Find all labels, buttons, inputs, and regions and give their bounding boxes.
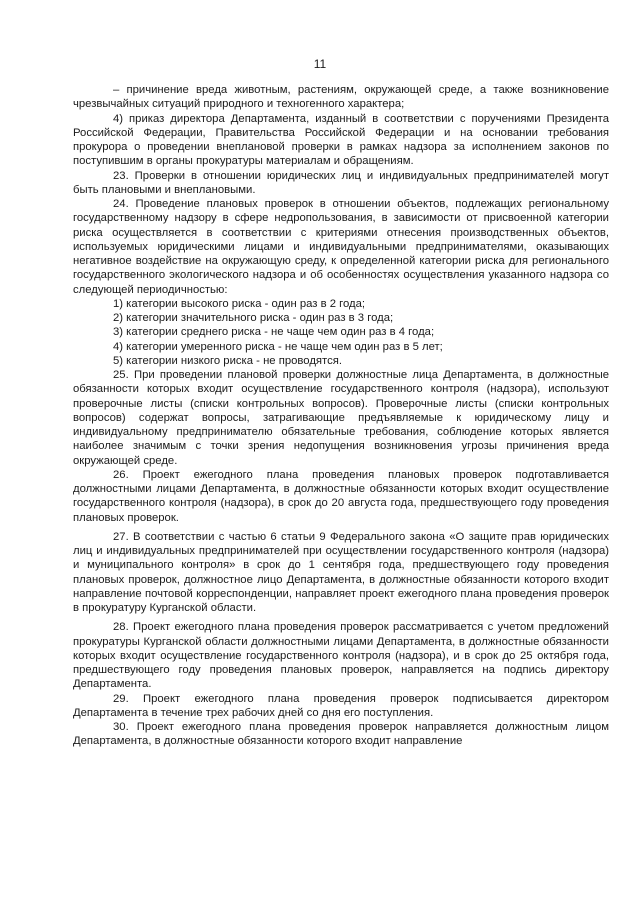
risk-category-low: 5) категории низкого риска - не проводятся.	[113, 354, 342, 367]
paragraph-harm-list-item: – причинение вреда животным, растениям, окружающей среде, а также возникновение чрезвычайных ситуаций природного и техногенного характера;	[73, 84, 609, 111]
risk-category-high: 1) категории высокого риска - один раз в 2 года;	[113, 297, 366, 310]
risk-category-medium: 3) категории среднего риска - не чаще чем один раз в 4 года;	[113, 326, 435, 339]
page-number: 11	[313, 57, 327, 71]
risk-category-significant: 2) категории значительного риска - один раз в 3 года;	[113, 312, 394, 324]
paragraph-27: 27. В соответствии с частью 6 статьи 9 Федерального закона «О защите прав юридических лиц и индивидуальных предпринимателей при осуществлении государственного контроля (надзора) и муниципального контроля» в срок до 1 сентября года, предшествующего году проведения плановых проверок, должностное лицо Департамента, в должностные обязанности которого входит направление почтовой корреспонденции, направляет проект ежегодного плана проведения проверок в прокуратуру Курганской области.	[73, 530, 609, 614]
paragraph-director-order: 4) приказ директора Департамента, изданный в соответствии с поручениями Президента Российской Федерации, Правительства Российской Федерации и на основании требования прокурора о проведении внеплановой проверки в рамках надзора за исполнением законов по поступившим в органы прокуратуры материалам и обращениям.	[73, 112, 609, 168]
paragraph-25: 25. При проведении плановой проверки должностные лица Департамента, в должностные обязанности которых входит осуществление государственного контроля (надзора), используют проверочные листы (списки контрольных вопросов). Проверочные листы (списки контрольных вопросов) содержат вопросы, затрагивающие предъявляемые к юридическому лицу и индивидуальному предпринимателю обязательные требования, соблюдение которых является наиболее значимым с точки зрения недопущения возникновения угрозы причинения вреда окружающей среде.	[73, 369, 609, 467]
paragraph-26: 26. Проект ежегодного плана проведения плановых проверок подготавливается должностными лицами Департамента, в должностные обязанности которых входит осуществление государственного контроля (надзора), в срок до 20 августа года, предшествующего году проведения плановых проверок.	[73, 468, 609, 524]
paragraph-28: 28. Проект ежегодного плана проведения проверок рассматривается с учетом предложений прокуратуры Курганской области должностными лицами Департамента, в должностные обязанности которых входит осуществление государственного контроля (надзора), и в срок до 25 октября года, предшествующего году проведения плановых проверок, направляется на подпись директору Департамента.	[73, 621, 609, 691]
paragraph-24: 24. Проведение плановых проверок в отношении объектов, подлежащих региональному государственному надзору в сфере недропользования, в зависимости от присвоенной категории риска осуществляется в соответствии с критериями отнесения производственных объектов, используемых юридическими лицами и индивидуальными предпринимателями, оказывающих негативное воздействие на окружающую среду, к определенной категории риска для регионального государственного экологического надзора и об особенностях осуществления указанного надзора со следующей периодичностью:	[73, 198, 609, 296]
paragraph-30: 30. Проект ежегодного плана проведения проверок направляется должностным лицом Департамента, в должностные обязанности которого входит направление	[73, 721, 609, 748]
paragraph-29: 29. Проект ежегодного плана проведения проверок подписывается директором Департамента в течение трех рабочих дней со дня его поступления.	[73, 692, 609, 719]
paragraph-23: 23. Проверки в отношении юридических лиц и индивидуальных предпринимателей могут быть плановыми и внеплановыми.	[73, 169, 609, 196]
document-body	[73, 83, 609, 749]
risk-category-moderate: 4) категории умеренного риска - не чаще чем один раз в 5 лет;	[113, 340, 443, 353]
